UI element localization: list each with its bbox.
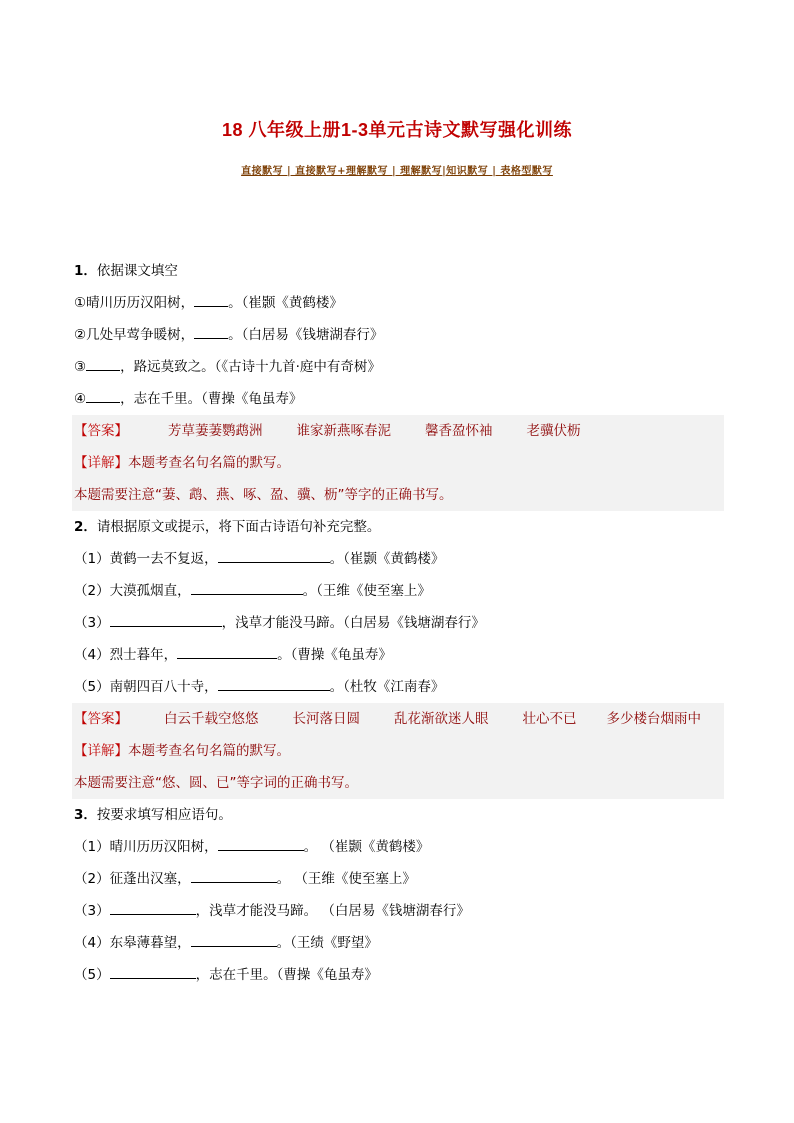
question-item: （3） ，浅草才能没马蹄。（白居易《钱塘湖春行》 — [72, 607, 724, 639]
answer-item: 多少楼台烟雨中 — [606, 711, 701, 727]
answer-item: 长河落日圆 — [292, 711, 360, 727]
answer-blank[interactable] — [110, 612, 222, 627]
answer-item: 芳草萋萋鹦鹉洲 — [168, 423, 263, 439]
answer-item: 谁家新燕啄春泥 — [296, 423, 391, 439]
detail-note: 本题需要注意“萋、鹉、燕、啄、盈、骥、枥”等字的正确书写。 — [74, 487, 453, 503]
question-item: ②几处早莺争暖树， 。（白居易《钱塘湖春行》 — [72, 319, 724, 351]
question-item: （5）南朝四百八十寺， 。（杜牧《江南春》 — [72, 671, 724, 703]
question-number: 3． — [74, 807, 97, 823]
question-3-heading — [72, 799, 724, 831]
question-item: （5） ，志在千里。（曹操《龟虽寿》 — [72, 959, 724, 991]
answer-blank[interactable] — [194, 324, 228, 339]
answer-blank[interactable] — [110, 900, 196, 915]
detail-line: 【详解】本题考查名句名篇的默写。 — [74, 743, 290, 759]
answer-item: 白云千载空悠悠 — [164, 711, 259, 727]
answer-blank[interactable] — [218, 836, 304, 851]
detail-label: 【详解】 — [74, 743, 128, 759]
question-prompt: 请根据原文或提示，将下面古诗语句补充完整。 — [96, 519, 381, 535]
answer-label: 【答案】 — [74, 423, 128, 439]
question-1-heading — [72, 255, 724, 287]
section-tags: 直接默写 | 直接默写+理解默写 | 理解默写|知识默写 | 表格型默写 — [241, 166, 553, 177]
question-number: 1． — [74, 263, 97, 279]
answer-box-2 — [72, 703, 724, 799]
answer-blank[interactable] — [194, 292, 228, 307]
question-item: ③ ，路远莫致之。（《古诗十九首·庭中有奇树》 — [72, 351, 724, 383]
question-prompt: 按要求填写相应语句。 — [96, 807, 232, 823]
answer-blank[interactable] — [86, 356, 120, 371]
answer-blank[interactable] — [110, 964, 196, 979]
question-item: （4）东皋薄暮望， 。（王绩《野望》 — [72, 927, 724, 959]
answer-item: 乱花渐欲迷人眼 — [394, 711, 489, 727]
exercise-content — [72, 255, 724, 991]
answer-item: 壮心不已 — [522, 711, 577, 727]
answer-label: 【答案】 — [74, 711, 128, 727]
answer-item: 老骥伏枥 — [526, 423, 581, 439]
detail-line: 【详解】本题考查名句名篇的默写。 — [74, 455, 290, 471]
answer-line — [74, 415, 722, 447]
question-2-heading — [72, 511, 724, 543]
detail-note: 本题需要注意“悠、圆、已”等字词的正确书写。 — [74, 775, 358, 791]
answer-line — [74, 703, 722, 735]
answer-item: 馨香盈怀袖 — [425, 423, 493, 439]
answer-blank[interactable] — [218, 548, 330, 563]
answer-blank[interactable] — [177, 644, 277, 659]
question-item: （2）大漠孤烟直， 。（王维《使至塞上》 — [72, 575, 724, 607]
answer-blank[interactable] — [86, 388, 120, 403]
question-item: （4）烈士暮年， 。（曹操《龟虽寿》 — [72, 639, 724, 671]
page-title: 18 八年级上册1-3单元古诗文默写强化训练 — [221, 120, 573, 140]
question-number: 2． — [74, 519, 97, 535]
question-item: （2）征蓬出汉塞， 。 （王维《使至塞上》 — [72, 863, 724, 895]
question-item: （1）晴川历历汉阳树， 。 （崔颢《黄鹤楼》 — [72, 831, 724, 863]
question-prompt: 依据课文填空 — [96, 263, 178, 279]
detail-label: 【详解】 — [74, 455, 128, 471]
question-item: （3） ，浅草才能没马蹄。 （白居易《钱塘湖春行》 — [72, 895, 724, 927]
answer-blank[interactable] — [191, 932, 277, 947]
question-item: （1）黄鹤一去不复返， 。（崔颢《黄鹤楼》 — [72, 543, 724, 575]
answer-blank[interactable] — [191, 580, 303, 595]
answer-blank[interactable] — [218, 676, 330, 691]
answer-box-1 — [72, 415, 724, 511]
answer-blank[interactable] — [191, 868, 277, 883]
question-item: ①晴川历历汉阳树， 。（崔颢《黄鹤楼》 — [72, 287, 724, 319]
question-item: ④ ，志在千里。（曹操《龟虽寿》 — [72, 383, 724, 415]
